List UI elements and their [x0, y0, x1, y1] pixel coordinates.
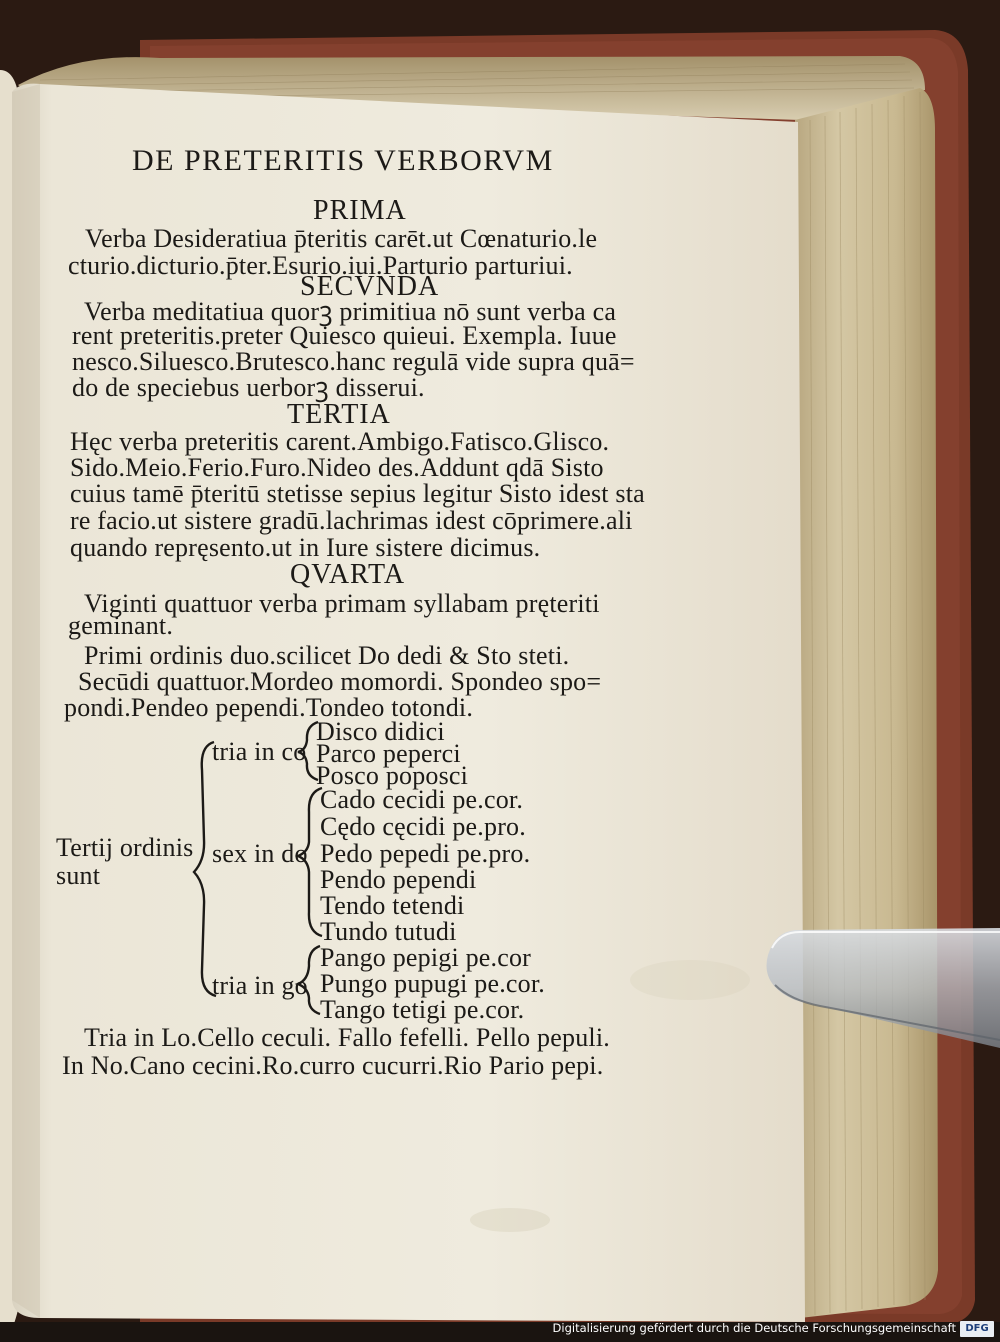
section-heading: TERTIA — [287, 399, 391, 430]
list-item: Pango pepigi pe.cor — [320, 943, 532, 972]
list-item: Cado cecidi pe.cor. — [320, 785, 524, 814]
group-label: tria in go — [212, 971, 308, 1000]
text-line: cturio.dicturio.p̄ter.Esurio.iui.Parturio parturiui. — [68, 251, 573, 280]
text-line: In No.Cano cecini.Ro.curro cucurri.Rio Pario pepi. — [62, 1051, 604, 1080]
text-line: Verba Desideratiua p̄teritis carēt.ut Cœnaturio.le — [85, 224, 598, 253]
list-item: Posco poposci — [316, 761, 469, 790]
group-label: sex in do — [212, 839, 308, 868]
group-label: tria in co — [212, 737, 307, 766]
text-line: Secūdi quattuor.Mordeo momordi. Spondeo spo= — [78, 667, 602, 696]
text-line: pondi.Pendeo pependi.Tondeo totondi. — [64, 693, 474, 722]
text-line: Verba meditatiua quorꝫ primitiua nō sunt verba ca — [84, 297, 617, 326]
text-line: nesco.Siluesco.Brutesco.hanc regulā vide supra quā= — [72, 347, 635, 376]
list-item: Parco peperci — [316, 739, 461, 768]
list-item: Pungo pupugi pe.cor. — [320, 969, 545, 998]
page-sheet — [12, 84, 805, 1322]
section-heading: QVARTA — [290, 559, 406, 590]
text-line: Viginti quattuor verba primam syllabam pręteriti — [84, 589, 600, 618]
section-heading: SECVNDA — [300, 271, 440, 302]
digitization-credit: Digitalisierung gefördert durch die Deutsche Forschungsgemeinschaft — [552, 1321, 956, 1335]
dfg-logo[interactable]: DFG — [960, 1321, 994, 1337]
text-line: Tria in Lo.Cello ceculi. Fallo fefelli. Pello pepuli. — [84, 1023, 610, 1052]
text-line: rent preteritis.preter Quiesco quieui. Exempla. Iuue — [72, 321, 617, 350]
fore-edge — [795, 88, 938, 1318]
list-item: Tundo tutudi — [320, 917, 457, 946]
text-line: re facio.ut sistere gradū.lachrimas idest cōprimere.ali — [70, 506, 633, 535]
text-line: Sido.Meio.Ferio.Furo.Nideo des.Addunt qdā Sisto — [70, 453, 604, 482]
text-line: cuius tamē p̄teritū stetisse sepius legitur Sisto idest sta — [70, 479, 645, 508]
list-item: Pendo pependi — [320, 865, 477, 894]
text-line: quando repręsento.ut in Iure sistere dicimus. — [70, 533, 541, 562]
text-line: Hęc verba preteritis carent.Ambigo.Fatisco.Glisco. — [70, 427, 610, 456]
table-label: sunt — [56, 861, 101, 890]
text-line: do de speciebus uerborꝫ disserui. — [72, 373, 425, 402]
table-label: Tertij ordinis — [56, 833, 194, 862]
text-line: Primi ordinis duo.scilicet Do dedi & Sto steti. — [84, 641, 570, 670]
list-item: Cędo cęcidi pe.pro. — [320, 812, 526, 841]
list-item: Tango tetigi pe.cor. — [320, 995, 525, 1024]
text-line: geminant. — [68, 611, 174, 640]
list-item: Disco didici — [316, 717, 445, 746]
page-title: DE PRETERITIS VERBORVM — [132, 144, 554, 177]
section-heading: PRIMA — [313, 195, 407, 226]
list-item: Tendo tetendi — [320, 891, 465, 920]
list-item: Pedo pepedi pe.pro. — [320, 839, 531, 868]
